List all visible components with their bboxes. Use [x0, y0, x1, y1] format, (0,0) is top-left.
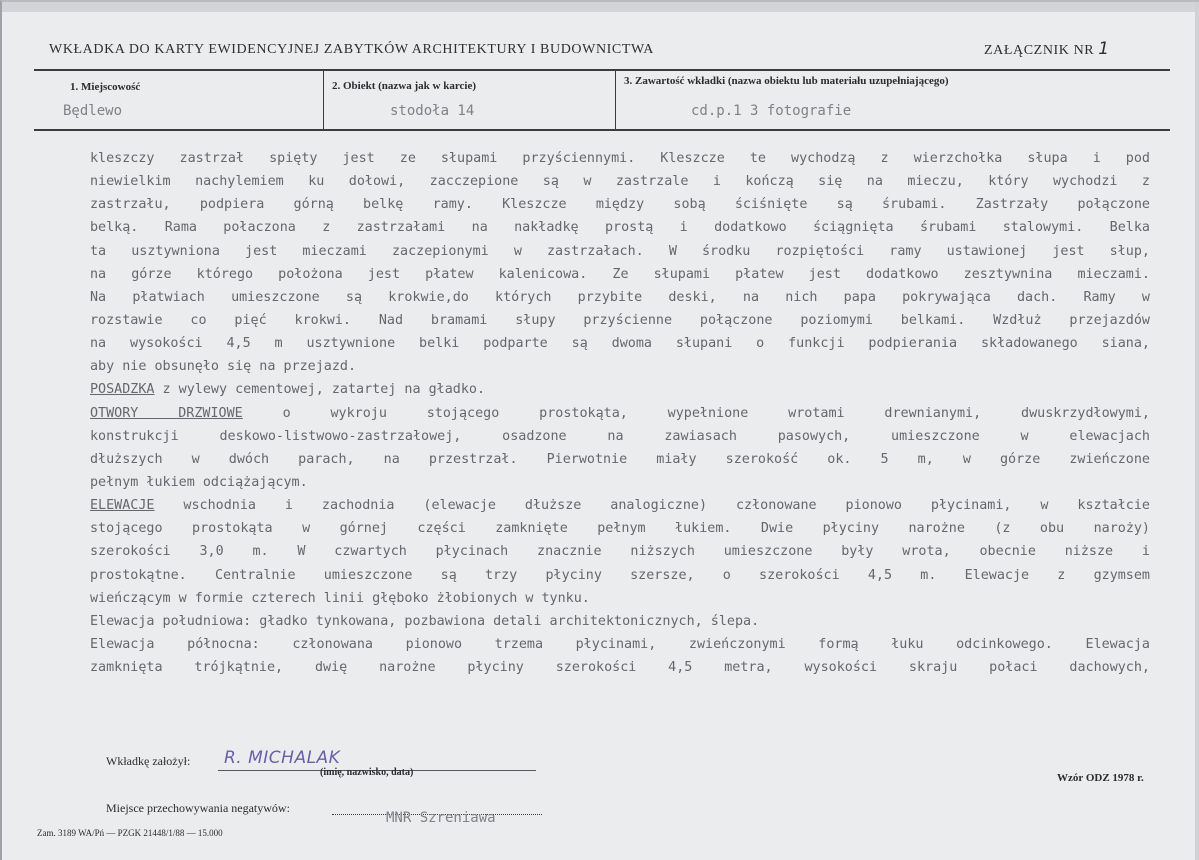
- annex-number: 1: [1098, 39, 1110, 59]
- body-line: prostokątne. Centralnie umieszczone są trzy płyciny szersze, o szerokości 4,5 m. Elewacje z gzymsem: [90, 567, 1150, 583]
- template-label: Wzór ODZ 1978 r.: [1057, 772, 1144, 784]
- body-line: Elewacja północna: członowana pionowo trzema płycinami, zwieńczonymi formą łuku odcinkowego. Elewacja: [90, 636, 1150, 652]
- negatives-value: MNR Szreniawa: [386, 810, 496, 826]
- author-caption: (imię, nazwisko, data): [320, 767, 414, 778]
- body-line: niewielkim nachylemiem ku dołowi, zacczepione są w zastrzale i kończą się na mieczu, który wychodzi z: [90, 174, 1150, 190]
- body-line: pełnym łukiem odciążającym.: [90, 474, 308, 490]
- header-bottom-rule: [34, 129, 1170, 131]
- body-line: belką. Rama połaczona z zastrzałami na nakładkę prostą i dodatkowo ściągnięta śrubami stalowymi. Belka: [90, 220, 1150, 236]
- print-note: Zam. 3189 WA/Pń — PZGK 21448/1/88 — 15.000: [37, 828, 223, 838]
- object-label: 2. Obiekt (nazwa jak w karcie): [332, 80, 477, 92]
- posadzka-paragraph: [90, 378, 1150, 401]
- body-line: zastrzału, podpiera górną belkę ramy. Kleszcze między sobą ściśnięte są śrubami. Zastrzały połączone: [90, 197, 1150, 213]
- negatives-label: Miejsce przechowywania negatywów:: [106, 801, 290, 815]
- otwory-heading: OTWORY DRZWIOWE: [90, 405, 243, 421]
- annex-label: ZAŁĄCZNIK NR: [984, 43, 1095, 58]
- right-edge-strip: [1195, 2, 1199, 860]
- body-line: aby nie obsunęło się na przejazd.: [90, 359, 357, 375]
- otwory-paragraph: [90, 402, 1150, 425]
- field-divider-1: [323, 71, 324, 129]
- body-line: ta usztywniona jest mieczami zaczepionymi w zastrzałach. W środku rozpiętości ramy ustawionej jest słup,: [90, 243, 1150, 259]
- locality-value: Będlewo: [63, 103, 123, 119]
- body-line: stojącego prostokąta w górnej części zamknięte pełnym łukiem. Dwie płyciny narożne (z obu naroży): [90, 521, 1150, 537]
- body-line: Na płatwiach umieszczone są krokwie,do których przybite deski, na nich papa pokrywająca dach. Ramy w: [90, 289, 1150, 305]
- body-line: Elewacja południowa: gładko tynkowana, pozbawiona detali architektonicznych, ślepa.: [90, 613, 760, 629]
- posadzka-heading: POSADZKA: [90, 382, 155, 398]
- annex-label-group: [984, 39, 1110, 59]
- author-label: Wkładkę założył:: [106, 754, 191, 768]
- locality-label: 1. Miejscowość: [70, 81, 141, 93]
- body-line: szerokości 3,0 m. W czwartych płycinach znacznie niższych umieszczone były wrota, obecnie niższe i: [90, 544, 1150, 560]
- body-line: dłuższych w dwóch parach, na przestrzał. Pierwotnie miały szerokość ok. 5 m, w górze zwieńczone: [90, 451, 1150, 467]
- content-value: cd.p.1 3 fotografie: [691, 103, 852, 119]
- body-line: konstrukcji deskowo-listwowo-zastrzałowej, osadzone na zawiasach pasowych, umieszczone w elewacjach: [90, 428, 1150, 444]
- elewacje-text: wschodnia i zachodnia (elewacje dłuższe analogiczne) członowane pionowo płycinami, w kształcie: [154, 498, 1150, 514]
- body-line: kleszczy zastrzał spięty jest ze słupami przyściennymi. Kleszcze te wychodzą z wierzchołka słupa i pod: [90, 151, 1150, 166]
- body-line: na górze którego położona jest płatew kalenicowa. Ze słupami płatew jest dodatkowo zesztywnina mieczami.: [90, 266, 1150, 282]
- content-label: 3. Zawartość wkładki (nazwa obiektu lub materiału uzupełniającego): [624, 75, 949, 87]
- form-title: WKŁADKA DO KARTY EWIDENCYJNEJ ZABYTKÓW ARCHITEKTURY I BUDOWNICTWA: [49, 42, 654, 57]
- body-line: rozstawie co pięć krokwi. Nad bramami słupy przyścienne połączone poziomymi belkami. Wzdłuż przejazdów: [90, 312, 1150, 328]
- field-divider-2: [615, 71, 616, 129]
- elewacje-heading: ELEWACJE: [90, 498, 155, 514]
- description-body: [90, 147, 1150, 679]
- body-line: wieńczącym w formie czterech linii głęboko żłobionych w tynku.: [90, 590, 590, 606]
- header-top-rule: [34, 69, 1170, 71]
- elewacje-paragraph: [90, 494, 1150, 517]
- body-line: zamknięta trójkątnie, dwię narożne płyciny szerokości 4,5 metra, wysokości skraju połaci dachowych,: [90, 660, 1150, 676]
- otwory-text: o wykroju stojącego prostokąta, wypełnione wrotami drewnianymi, dwuskrzydłowymi,: [242, 405, 1150, 421]
- object-value: stodoła 14: [390, 103, 475, 119]
- body-line: na wysokości 4,5 m usztywnione belki podparte są dwoma słupani o funkcji podpierania składowanego siana,: [90, 336, 1150, 352]
- author-signature: R. MICHALAK: [224, 748, 341, 768]
- top-margin-strip: [2, 2, 1199, 12]
- posadzka-text: z wylewy cementowej, zatartej na gładko.: [154, 382, 486, 398]
